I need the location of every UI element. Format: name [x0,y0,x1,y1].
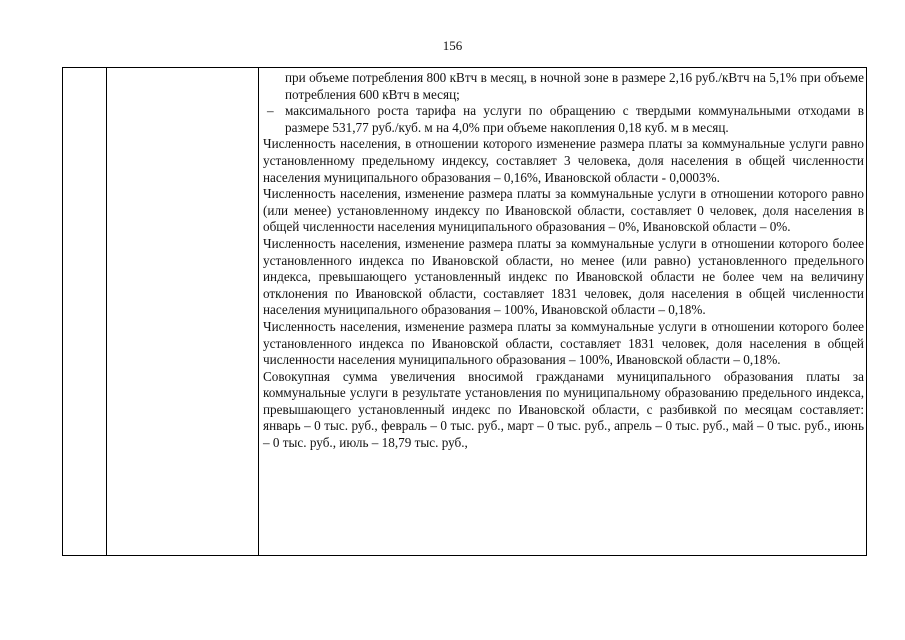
column-divider-1 [106,68,107,555]
paragraph-population-between-indexes: Численность населения, изменение размера платы за коммунальные услуги в отношении которого более установленного индекса по Ивановской области, но менее (или равно) установленного предельного индекса, превышающего установленный индекс по Ивановской области не более чем на величину отклонения по Ивановской области, составляет 1831 человек, доля населения в общей численности населения муниципального образования – 100%, Ивановской области – 0,18%. [263,235,864,318]
paragraph-total-increase: Совокупная сумма увеличения вносимой гражданами муниципального образования платы за коммунальные услуги в результате установления по муниципальному образованию предельного индекса, превышающего установленный индекс по Ивановской области, с разбивкой по месяцам составляет: январь – 0 тыс. руб., февраль – 0 тыс. руб., март – 0 тыс. руб., апрель – 0 тыс. руб., май – 0 тыс. руб., июнь – 0 тыс. руб., июль – 18,79 тыс. руб., [263,368,864,451]
bullet-text: максимального роста тарифа на услуги по обращению с твердыми коммунальными отходами в размере 531,77 руб./куб. м на 4,0% при объеме накопления 0,18 куб. м в месяц. [285,103,864,135]
paragraph-continuation: при объеме потребления 800 кВтч в месяц, в ночной зоне в размере 2,16 руб./кВтч на 5,1% при объеме потребления 600 кВтч в месяц; [285,70,864,102]
paragraph-population-equal-limit: Численность населения, в отношении которого изменение размера платы за коммунальные услуги равно установленному предельному индексу, составляет 3 человека, доля населения в общей численности населения муниципального образования – 0,16%, Ивановской области - 0,0003%. [263,136,864,185]
bullet-dash: – [267,103,274,119]
bullet-item-tko-tariff [263,103,864,136]
column-divider-2 [258,68,259,555]
table-content-cell [263,70,864,452]
paragraph-population-above-index: Численность населения, изменение размера платы за коммунальные услуги в отношении которого более установленного индекса по Ивановской области, составляет 1831 человек, доля населения в общей численности населения муниципального образования – 100%, Ивановской области – 0,18%. [263,318,864,368]
page-number: 156 [442,38,463,53]
paragraph-population-below-index: Численность населения, изменение размера платы за коммунальные услуги в отношении которого равно (или менее) установленному индексу по Ивановской области, составляет 0 человек, доля населения в общей численности населения муниципального образования – 0%, Ивановской области – 0%. [263,186,864,235]
document-table [62,67,867,556]
